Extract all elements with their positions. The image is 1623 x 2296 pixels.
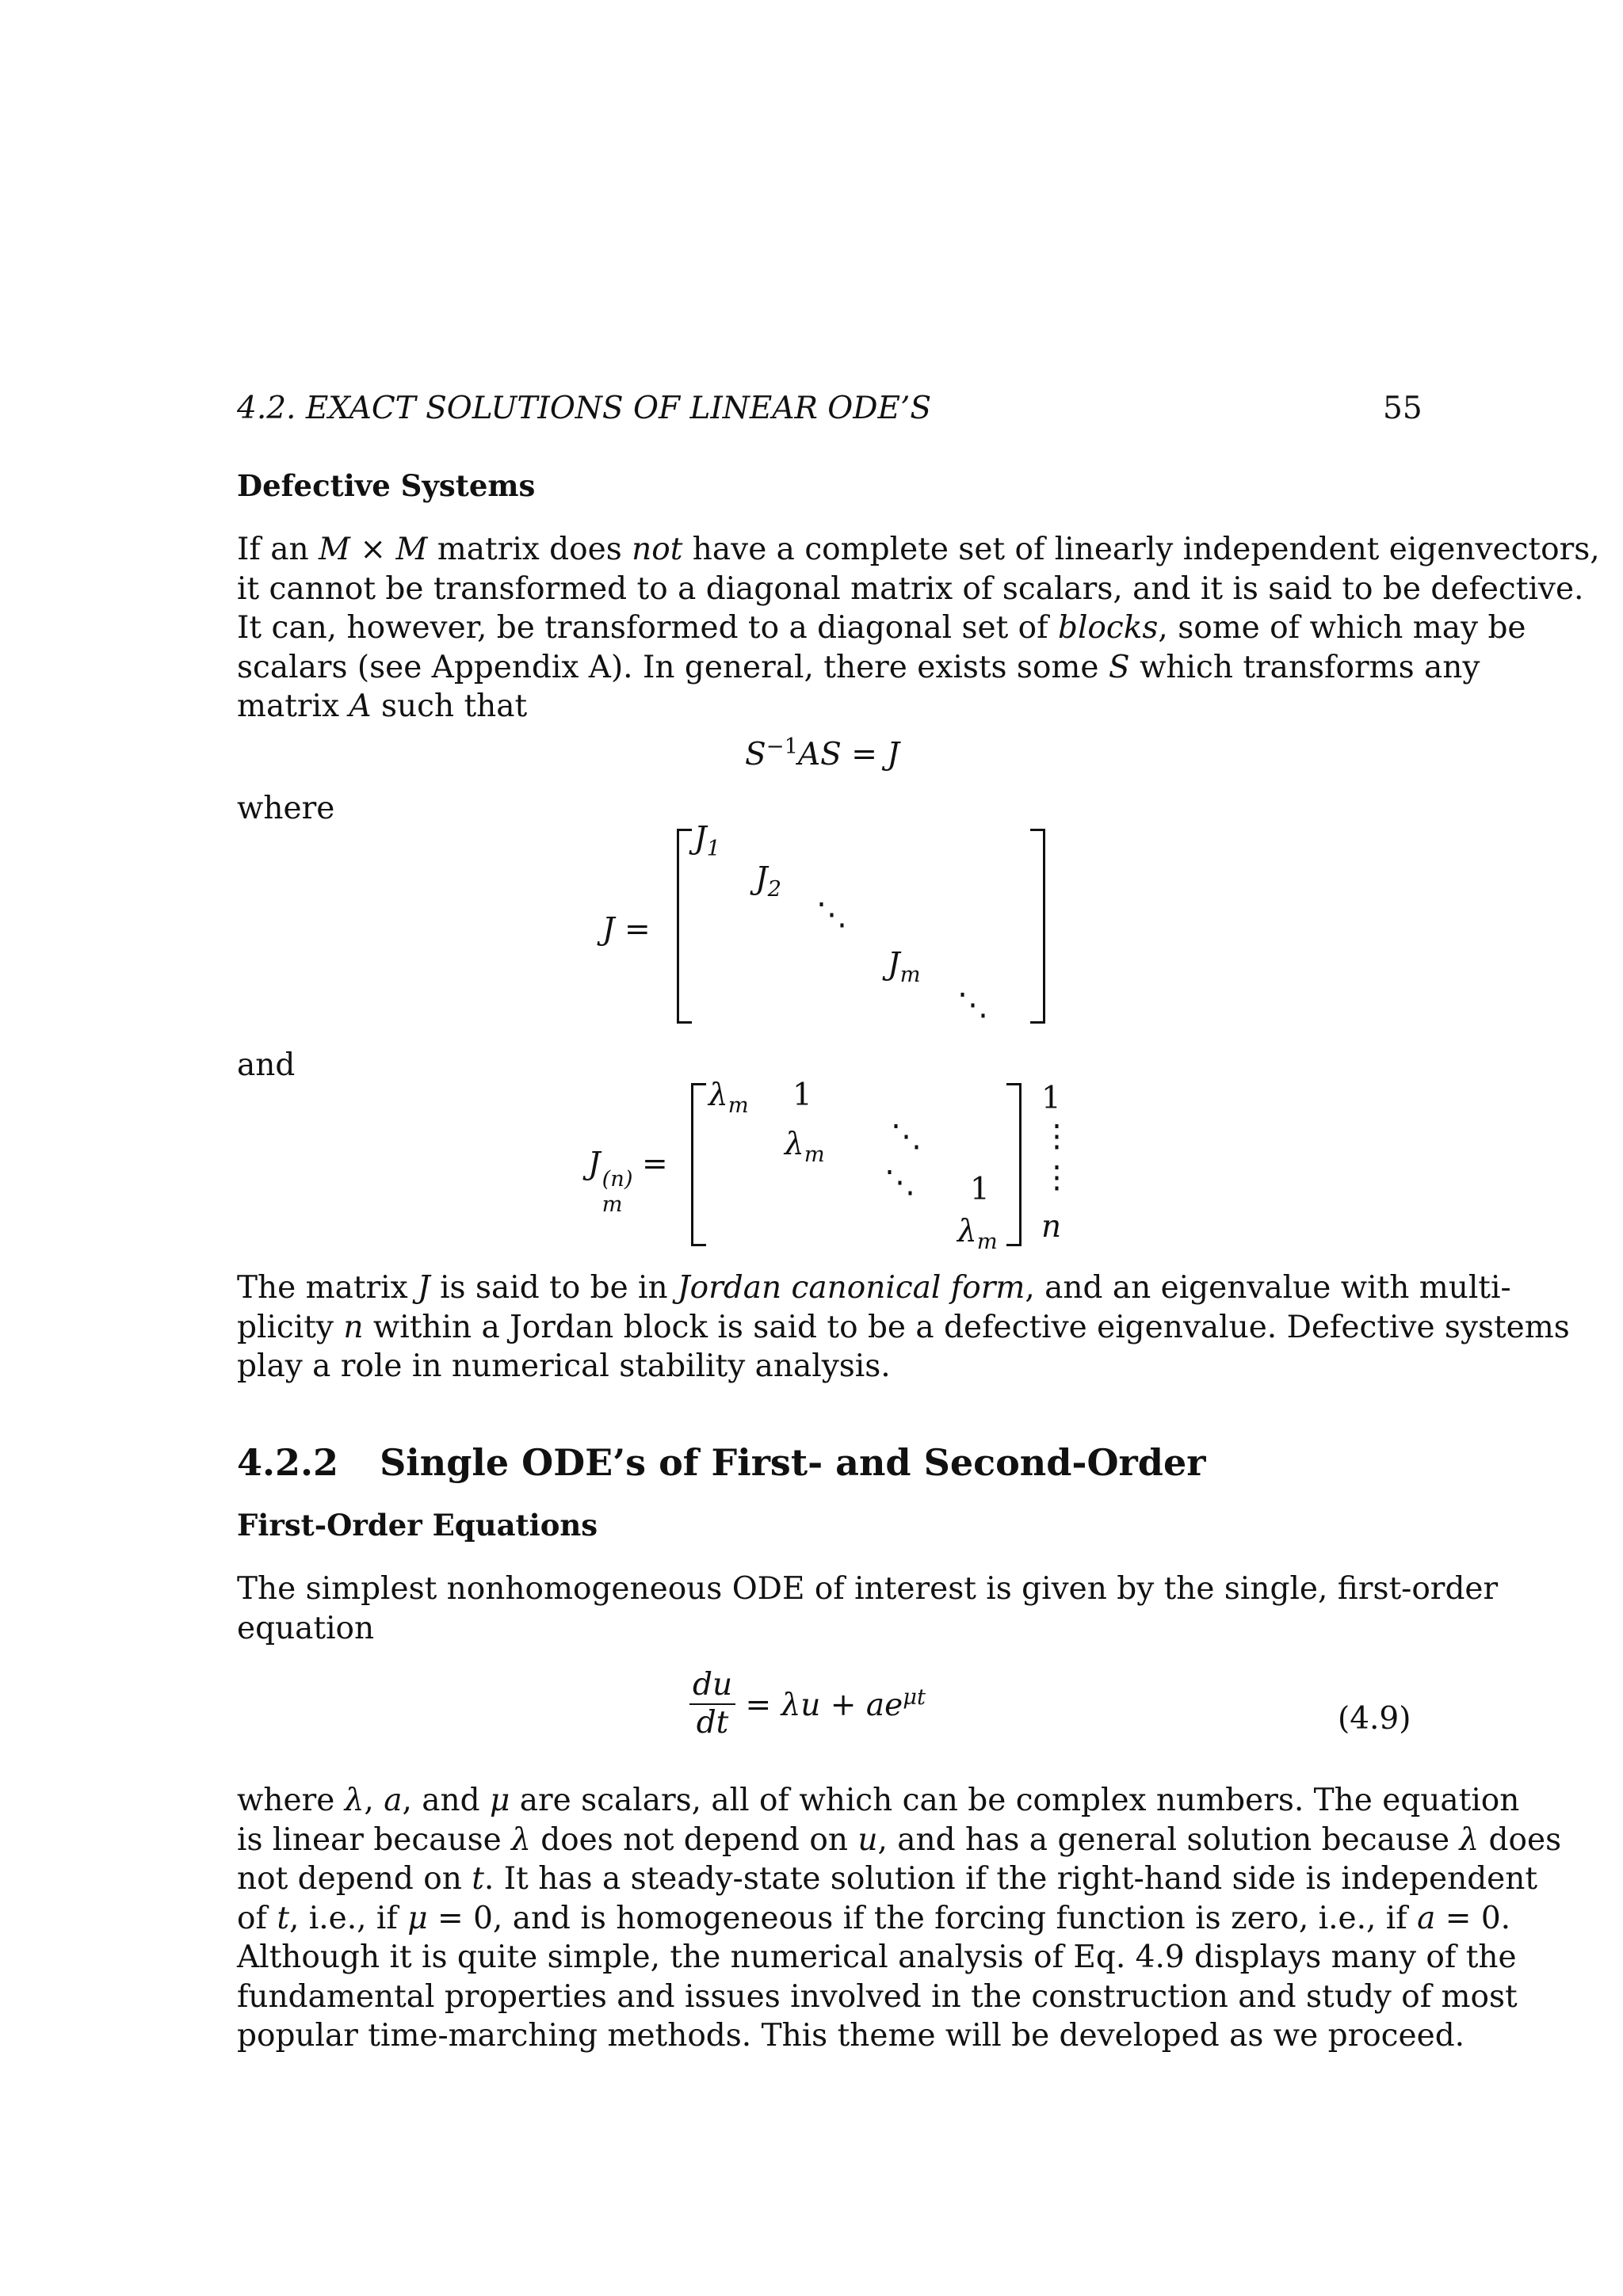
jordan-block-right-bracket (1006, 1083, 1022, 1246)
section-title: Single ODE’s of First- and Second-Order (380, 1441, 1206, 1484)
section-heading (237, 1440, 1205, 1485)
equation-number-4-9: (4.9) (1338, 1701, 1411, 1737)
jordan-diagonal-dots-upper: ⋱ (891, 1119, 922, 1154)
jordan-entry-lambda-2: $\lambda_m$ (785, 1127, 825, 1167)
matrix-j-label: J = (602, 912, 651, 948)
jordan-entry-lambda-1: $\lambda_m$ (708, 1077, 749, 1118)
jordan-block-label: J (n) m = (588, 1146, 668, 1217)
jordan-size-label-n: n (1041, 1209, 1062, 1245)
matrix-j-diagonal-dots-2: ⋱ (957, 987, 988, 1023)
paragraph-first-order-discussion (237, 1781, 1562, 2056)
text-where: where (237, 791, 335, 826)
text-line: fundamental properties and issues involved in the construction and study of most (237, 1978, 1518, 2015)
paragraph-first-order-intro (237, 1569, 1499, 1648)
paragraph-jordan-form (237, 1268, 1570, 1386)
subsection-heading-defective-systems: Defective Systems (237, 468, 536, 503)
text-line: plicity n within a Jordan block is said to be a defective eigenvalue. Defective systems (237, 1309, 1570, 1345)
paragraph-defective-intro (237, 530, 1600, 727)
text-line: popular time-marching methods. This theme will be developed as we proceed. (237, 2018, 1465, 2054)
subsection-heading-first-order: First-Order Equations (237, 1508, 598, 1543)
jordan-size-label-top: 1 (1041, 1081, 1061, 1116)
text-line: scalars (see Appendix A). In general, there exists some S which transforms any (237, 649, 1480, 685)
jordan-diagonal-dots-lower: ⋱ (884, 1165, 915, 1200)
equation-4-9: $\frac{du}{dt}$ = $\lambda u + ae^{\mu t}$ (689, 1667, 926, 1741)
running-header-page-number: 55 (1383, 391, 1423, 426)
jordan-entry-lambda-3: $\lambda_m$ (957, 1214, 998, 1254)
jordan-block-left-bracket (691, 1083, 706, 1246)
text-line: Although it is quite simple, the numerical analysis of Eq. 4.9 displays many of the (237, 1939, 1517, 1975)
text-line: it cannot be transformed to a diagonal matrix of scalars, and it is said to be defective. (237, 570, 1584, 607)
text-line: where λ, a, and μ are scalars, all of which can be complex numbers. The equation (237, 1783, 1520, 1818)
jordan-entry-one-2: 1 (970, 1172, 990, 1207)
text-line: It can, however, be transformed to a diagonal set of blocks, some of which may be (237, 610, 1526, 646)
text-line: not depend on t. It has a steady-state solution if the right-hand side is independent (237, 1861, 1538, 1897)
text-line: If an M × M matrix does not have a complete set of linearly independent eigenvectors, (237, 532, 1600, 567)
matrix-j-diagonal-dots-1: ⋱ (816, 897, 847, 933)
equation-similarity-transform: $S^{-1}AS = J$ (745, 734, 899, 772)
running-header-section: 4.2. EXACT SOLUTIONS OF LINEAR ODE’S (237, 391, 932, 426)
matrix-j-block-1: $J_1$ (694, 821, 721, 861)
jordan-size-vdots-2: ⋮ (1041, 1160, 1072, 1196)
text-line: is linear because λ does not depend on u, and has a general solution because λ does (237, 1821, 1562, 1858)
text-line: matrix A such that (237, 688, 528, 724)
jordan-size-vdots-1: ⋮ (1041, 1119, 1072, 1154)
matrix-j-right-bracket (1030, 829, 1045, 1024)
text-line: equation (237, 1610, 375, 1646)
matrix-j-left-bracket (677, 829, 692, 1024)
text-line: The simplest nonhomogeneous ODE of interest is given by the single, first-order (237, 1571, 1499, 1607)
section-number: 4.2.2 (237, 1441, 339, 1484)
text-line: play a role in numerical stability analysis. (237, 1348, 891, 1384)
matrix-j-block-2: $J_2$ (755, 861, 782, 902)
text-and: and (237, 1047, 296, 1083)
text-line: The matrix J is said to be in Jordan canonical form, and an eigenvalue with multi- (237, 1270, 1511, 1306)
matrix-j-block-m: $J_m$ (888, 947, 921, 987)
fraction-du-dt: $\frac{du}{dt}$ (689, 1667, 735, 1741)
text-line: of t, i.e., if μ = 0, and is homogeneous if the forcing function is zero, i.e., if a = 0. (237, 1900, 1511, 1936)
jordan-entry-one-1: 1 (792, 1077, 812, 1113)
